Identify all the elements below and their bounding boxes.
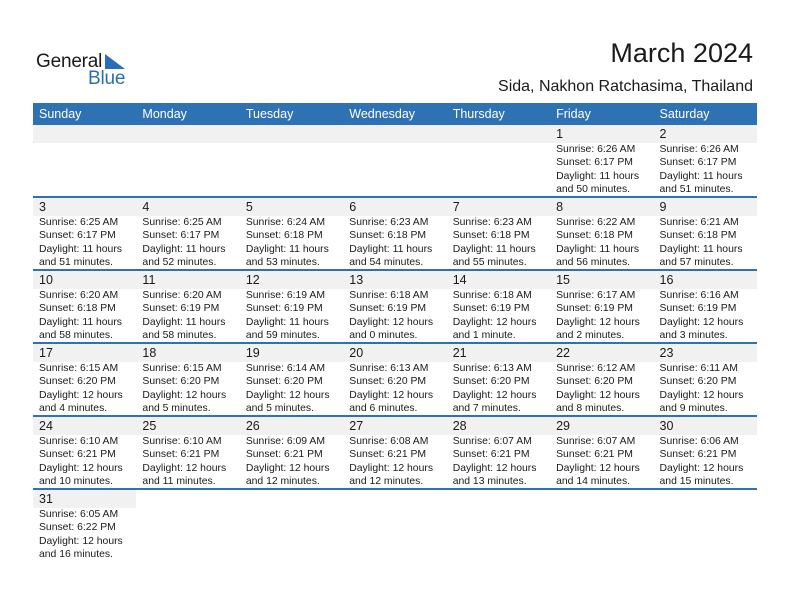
sunset-time: Sunset: 6:20 PM <box>39 376 116 388</box>
day-sun-info <box>33 216 136 270</box>
daylight-hours: Daylight: 12 hours <box>39 535 123 547</box>
day-sun-info <box>33 435 136 489</box>
weekday-tuesday: Tuesday <box>245 107 294 121</box>
sunrise-time: Sunrise: 6:15 AM <box>39 363 119 374</box>
daylight-minutes: and 9 minutes. <box>659 403 728 415</box>
day-sun-info <box>550 362 653 416</box>
day-number: 28 <box>447 417 550 435</box>
page-title: March 2024 <box>610 38 753 68</box>
calendar-weeks <box>33 125 757 561</box>
sunrise-time: Sunrise: 6:15 AM <box>142 363 222 374</box>
daylight-minutes: and 56 minutes. <box>556 257 631 269</box>
logo-word-general: General <box>36 51 103 72</box>
day-sun-info <box>343 362 446 416</box>
sunset-time: Sunset: 6:17 PM <box>39 230 116 242</box>
day-sun-info <box>654 216 757 270</box>
sunset-time: Sunset: 6:17 PM <box>142 230 220 242</box>
calendar-week-row <box>33 271 757 344</box>
daylight-hours: Daylight: 12 hours <box>452 316 537 328</box>
daylight-hours: Daylight: 11 hours <box>659 170 743 182</box>
day-number: 18 <box>136 344 239 362</box>
day-cell <box>550 417 653 488</box>
sunrise-time: Sunrise: 6:22 AM <box>556 217 636 228</box>
sunset-time: Sunset: 6:21 PM <box>349 449 427 461</box>
sunrise-time: Sunrise: 6:19 AM <box>245 290 325 301</box>
location-subtitle: Sida, Nakhon Ratchasima, Thailand <box>498 78 753 95</box>
daylight-hours: Daylight: 12 hours <box>556 462 640 474</box>
day-number <box>240 125 343 143</box>
calendar-week-row <box>33 490 757 561</box>
day-cell <box>447 198 550 269</box>
sunset-time: Sunset: 6:20 PM <box>142 376 220 388</box>
sunset-time: Sunset: 6:21 PM <box>659 449 737 461</box>
day-cell <box>654 198 757 269</box>
daylight-hours: Daylight: 12 hours <box>659 316 744 328</box>
day-cell <box>654 417 757 488</box>
logo <box>36 50 136 90</box>
daylight-hours: Daylight: 12 hours <box>659 389 744 401</box>
daylight-minutes: and 50 minutes. <box>556 184 631 196</box>
sunrise-time: Sunrise: 6:17 AM <box>556 290 636 301</box>
sunset-time: Sunset: 6:18 PM <box>659 230 737 242</box>
sunrise-time: Sunrise: 6:18 AM <box>349 290 429 301</box>
day-number: 22 <box>550 344 653 362</box>
day-cell <box>654 125 757 196</box>
day-cell <box>136 125 239 196</box>
daylight-hours: Daylight: 12 hours <box>452 389 537 401</box>
daylight-minutes: and 1 minute. <box>452 330 516 342</box>
sunset-time: Sunset: 6:19 PM <box>556 303 633 315</box>
weekday-monday: Monday <box>142 107 187 121</box>
day-cell <box>240 271 343 342</box>
sunset-time: Sunset: 6:18 PM <box>245 230 323 242</box>
calendar-week-row <box>33 198 757 271</box>
day-sun-info <box>240 216 343 270</box>
daylight-minutes: and 10 minutes. <box>39 476 113 488</box>
day-cell <box>136 490 239 561</box>
daylight-hours: Daylight: 11 hours <box>142 316 226 328</box>
sunset-time: Sunset: 6:21 PM <box>142 449 220 461</box>
day-number: 26 <box>240 417 343 435</box>
day-number: 14 <box>447 271 550 289</box>
daylight-minutes: and 11 minutes. <box>142 476 216 488</box>
sunrise-time: Sunrise: 6:11 AM <box>659 363 738 374</box>
day-number: 27 <box>343 417 446 435</box>
day-cell <box>136 198 239 269</box>
sunrise-time: Sunrise: 6:20 AM <box>142 290 222 301</box>
weekday-thursday: Thursday <box>452 107 505 121</box>
daylight-minutes: and 51 minutes. <box>39 257 113 269</box>
logo-word-blue: Blue <box>88 68 126 89</box>
day-sun-info <box>240 289 343 343</box>
day-number: 1 <box>550 125 653 143</box>
daylight-minutes: and 57 minutes. <box>659 257 734 269</box>
day-number: 13 <box>343 271 446 289</box>
day-sun-info <box>343 216 446 270</box>
day-sun-info <box>33 289 136 343</box>
sunrise-time: Sunrise: 6:16 AM <box>659 290 739 301</box>
daylight-minutes: and 15 minutes. <box>659 476 734 488</box>
daylight-minutes: and 59 minutes. <box>245 330 320 342</box>
sunrise-time: Sunrise: 6:25 AM <box>39 217 119 228</box>
daylight-hours: Daylight: 12 hours <box>142 462 227 474</box>
daylight-minutes: and 51 minutes. <box>659 184 734 196</box>
sunset-time: Sunset: 6:20 PM <box>245 376 323 388</box>
day-cell <box>343 125 446 196</box>
daylight-minutes: and 7 minutes. <box>452 403 521 415</box>
weekday-sunday: Sunday <box>39 107 82 121</box>
weekday-saturday: Saturday <box>659 107 710 121</box>
day-cell <box>550 198 653 269</box>
day-number: 2 <box>654 125 757 143</box>
day-cell <box>33 125 136 196</box>
day-sun-info <box>654 362 757 416</box>
daylight-minutes: and 3 minutes. <box>659 330 728 342</box>
sunrise-time: Sunrise: 6:08 AM <box>349 436 429 447</box>
day-cell <box>654 344 757 415</box>
daylight-minutes: and 8 minutes. <box>556 403 625 415</box>
day-number: 16 <box>654 271 757 289</box>
day-sun-info <box>136 216 239 270</box>
day-number: 20 <box>343 344 446 362</box>
day-cell <box>343 198 446 269</box>
sunrise-time: Sunrise: 6:12 AM <box>556 363 636 374</box>
day-cell <box>240 417 343 488</box>
daylight-hours: Daylight: 11 hours <box>245 243 329 255</box>
sunrise-time: Sunrise: 6:18 AM <box>452 290 532 301</box>
daylight-hours: Daylight: 11 hours <box>142 243 226 255</box>
daylight-minutes: and 0 minutes. <box>349 330 418 342</box>
weekday-friday: Friday <box>556 107 591 121</box>
day-sun-info <box>33 508 136 562</box>
daylight-minutes: and 6 minutes. <box>349 403 418 415</box>
daylight-hours: Daylight: 12 hours <box>349 389 434 401</box>
sunset-time: Sunset: 6:18 PM <box>556 230 633 242</box>
day-cell <box>447 344 550 415</box>
day-cell <box>550 344 653 415</box>
day-cell <box>33 490 136 561</box>
daylight-hours: Daylight: 12 hours <box>39 389 123 401</box>
day-cell <box>240 490 343 561</box>
daylight-hours: Daylight: 11 hours <box>39 243 122 255</box>
day-cell <box>447 490 550 561</box>
day-number: 12 <box>240 271 343 289</box>
daylight-hours: Daylight: 12 hours <box>349 462 434 474</box>
sunrise-time: Sunrise: 6:10 AM <box>142 436 222 447</box>
day-cell <box>136 417 239 488</box>
day-sun-info <box>136 362 239 416</box>
daylight-hours: Daylight: 12 hours <box>142 389 227 401</box>
daylight-hours: Daylight: 12 hours <box>39 462 123 474</box>
sunset-time: Sunset: 6:19 PM <box>452 303 530 315</box>
day-number: 4 <box>136 198 239 216</box>
daylight-minutes: and 58 minutes. <box>39 330 113 342</box>
day-number: 6 <box>343 198 446 216</box>
sunrise-time: Sunrise: 6:14 AM <box>245 363 325 374</box>
day-number: 5 <box>240 198 343 216</box>
sunrise-time: Sunrise: 6:13 AM <box>452 363 532 374</box>
day-sun-info <box>343 435 446 489</box>
day-cell <box>550 490 653 561</box>
calendar-week-row <box>33 417 757 490</box>
day-sun-info <box>654 143 757 197</box>
day-cell <box>654 490 757 561</box>
day-cell <box>550 125 653 196</box>
logo-triangle-icon <box>105 54 125 69</box>
day-cell <box>33 198 136 269</box>
day-sun-info <box>550 289 653 343</box>
daylight-hours: Daylight: 11 hours <box>452 243 536 255</box>
sunrise-time: Sunrise: 6:24 AM <box>245 217 325 228</box>
sunrise-time: Sunrise: 6:21 AM <box>659 217 739 228</box>
day-number: 21 <box>447 344 550 362</box>
day-number: 9 <box>654 198 757 216</box>
day-cell <box>33 271 136 342</box>
daylight-hours: Daylight: 11 hours <box>349 243 433 255</box>
daylight-hours: Daylight: 12 hours <box>245 462 330 474</box>
weekday-header <box>33 103 757 125</box>
sunrise-time: Sunrise: 6:07 AM <box>556 436 636 447</box>
day-sun-info <box>550 435 653 489</box>
calendar <box>33 103 757 561</box>
daylight-hours: Daylight: 11 hours <box>659 243 743 255</box>
daylight-hours: Daylight: 12 hours <box>245 389 330 401</box>
sunset-time: Sunset: 6:19 PM <box>142 303 220 315</box>
sunrise-time: Sunrise: 6:25 AM <box>142 217 222 228</box>
daylight-hours: Daylight: 12 hours <box>556 316 640 328</box>
sunset-time: Sunset: 6:22 PM <box>39 522 116 534</box>
day-number: 17 <box>33 344 136 362</box>
day-number: 3 <box>33 198 136 216</box>
daylight-minutes: and 5 minutes. <box>142 403 211 415</box>
daylight-minutes: and 5 minutes. <box>245 403 315 415</box>
day-cell <box>240 344 343 415</box>
day-number: 15 <box>550 271 653 289</box>
daylight-hours: Daylight: 11 hours <box>245 316 329 328</box>
day-cell <box>136 271 239 342</box>
sunrise-time: Sunrise: 6:10 AM <box>39 436 119 447</box>
sunset-time: Sunset: 6:21 PM <box>39 449 116 461</box>
day-sun-info <box>343 289 446 343</box>
sunset-time: Sunset: 6:21 PM <box>452 449 530 461</box>
daylight-minutes: and 12 minutes. <box>349 476 424 488</box>
day-number <box>343 125 446 143</box>
sunset-time: Sunset: 6:21 PM <box>556 449 633 461</box>
day-number: 29 <box>550 417 653 435</box>
daylight-minutes: and 13 minutes. <box>452 476 527 488</box>
daylight-hours: Daylight: 11 hours <box>556 243 640 255</box>
daylight-hours: Daylight: 12 hours <box>452 462 537 474</box>
day-cell <box>33 417 136 488</box>
sunset-time: Sunset: 6:18 PM <box>349 230 427 242</box>
day-sun-info <box>654 435 757 489</box>
day-sun-info <box>240 362 343 416</box>
daylight-minutes: and 4 minutes. <box>39 403 108 415</box>
day-number <box>447 125 550 143</box>
calendar-week-row <box>33 125 757 198</box>
day-number <box>136 125 239 143</box>
daylight-minutes: and 58 minutes. <box>142 330 217 342</box>
day-number: 7 <box>447 198 550 216</box>
daylight-minutes: and 14 minutes. <box>556 476 631 488</box>
daylight-hours: Daylight: 12 hours <box>349 316 434 328</box>
day-sun-info <box>447 289 550 343</box>
day-number: 19 <box>240 344 343 362</box>
sunrise-time: Sunrise: 6:13 AM <box>349 363 429 374</box>
calendar-week-row <box>33 344 757 417</box>
day-number: 24 <box>33 417 136 435</box>
day-sun-info <box>447 216 550 270</box>
day-cell <box>447 417 550 488</box>
daylight-hours: Daylight: 12 hours <box>659 462 744 474</box>
day-cell <box>550 271 653 342</box>
daylight-minutes: and 53 minutes. <box>245 257 320 269</box>
day-cell <box>343 490 446 561</box>
sunrise-time: Sunrise: 6:20 AM <box>39 290 119 301</box>
day-sun-info <box>550 216 653 270</box>
sunrise-time: Sunrise: 6:09 AM <box>245 436 325 447</box>
day-number <box>33 125 136 143</box>
day-sun-info <box>136 435 239 489</box>
day-cell <box>136 344 239 415</box>
sunset-time: Sunset: 6:19 PM <box>349 303 427 315</box>
day-cell <box>343 344 446 415</box>
day-sun-info <box>447 362 550 416</box>
day-sun-info <box>33 362 136 416</box>
weekday-wednesday: Wednesday <box>349 107 416 121</box>
day-sun-info <box>136 289 239 343</box>
sunset-time: Sunset: 6:20 PM <box>349 376 427 388</box>
sunset-time: Sunset: 6:18 PM <box>452 230 530 242</box>
daylight-minutes: and 12 minutes. <box>245 476 320 488</box>
day-sun-info <box>550 143 653 197</box>
daylight-minutes: and 2 minutes. <box>556 330 625 342</box>
day-number: 10 <box>33 271 136 289</box>
sunrise-time: Sunrise: 6:23 AM <box>349 217 429 228</box>
day-sun-info <box>447 435 550 489</box>
day-cell <box>447 271 550 342</box>
day-cell <box>33 344 136 415</box>
sunrise-time: Sunrise: 6:26 AM <box>659 144 739 155</box>
day-cell <box>343 271 446 342</box>
sunset-time: Sunset: 6:19 PM <box>659 303 737 315</box>
daylight-minutes: and 55 minutes. <box>452 257 527 269</box>
day-cell <box>240 125 343 196</box>
sunrise-time: Sunrise: 6:06 AM <box>659 436 739 447</box>
sunrise-time: Sunrise: 6:05 AM <box>39 509 119 520</box>
day-cell <box>240 198 343 269</box>
sunset-time: Sunset: 6:21 PM <box>245 449 323 461</box>
sunrise-time: Sunrise: 6:07 AM <box>452 436 532 447</box>
daylight-hours: Daylight: 11 hours <box>39 316 122 328</box>
daylight-hours: Daylight: 11 hours <box>556 170 640 182</box>
day-number: 23 <box>654 344 757 362</box>
sunset-time: Sunset: 6:17 PM <box>556 157 633 169</box>
day-number: 30 <box>654 417 757 435</box>
day-cell <box>343 417 446 488</box>
day-number: 8 <box>550 198 653 216</box>
day-number: 11 <box>136 271 239 289</box>
day-sun-info <box>240 435 343 489</box>
day-sun-info <box>654 289 757 343</box>
daylight-minutes: and 16 minutes. <box>39 549 113 561</box>
sunset-time: Sunset: 6:17 PM <box>659 157 737 169</box>
day-cell <box>447 125 550 196</box>
sunrise-time: Sunrise: 6:26 AM <box>556 144 636 155</box>
day-number: 31 <box>33 490 136 508</box>
sunset-time: Sunset: 6:19 PM <box>245 303 323 315</box>
sunset-time: Sunset: 6:20 PM <box>659 376 737 388</box>
daylight-minutes: and 54 minutes. <box>349 257 424 269</box>
sunset-time: Sunset: 6:20 PM <box>556 376 633 388</box>
sunset-time: Sunset: 6:20 PM <box>452 376 530 388</box>
day-cell <box>654 271 757 342</box>
daylight-minutes: and 52 minutes. <box>142 257 217 269</box>
day-number: 25 <box>136 417 239 435</box>
sunrise-time: Sunrise: 6:23 AM <box>452 217 532 228</box>
sunset-time: Sunset: 6:18 PM <box>39 303 116 315</box>
daylight-hours: Daylight: 12 hours <box>556 389 640 401</box>
